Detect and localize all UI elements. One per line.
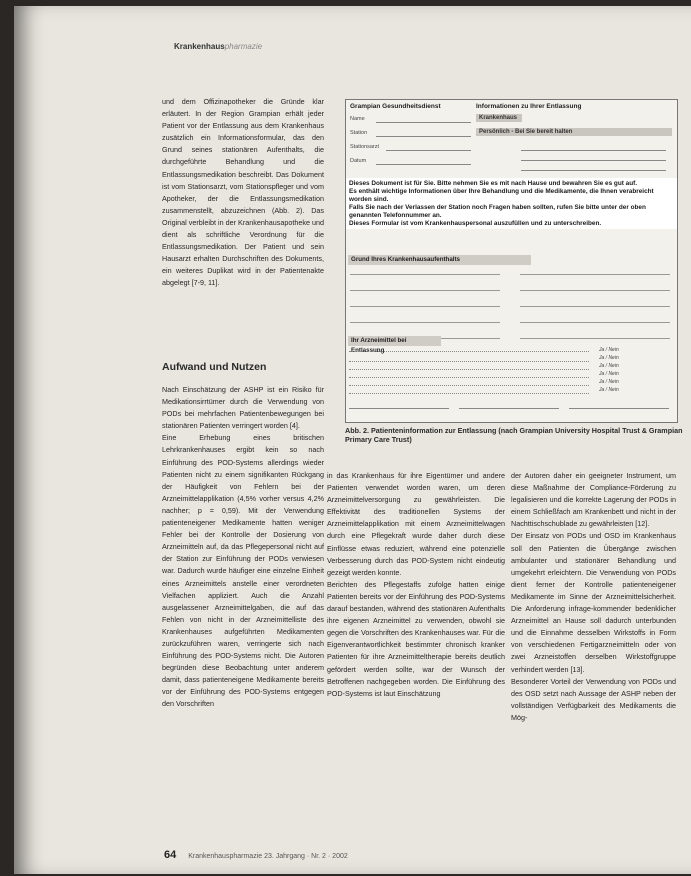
table-line [349,361,589,362]
middle-column [327,470,505,700]
notice-line: Dieses Formular ist vom Krankenhauspersonal auszufüllen und zu unterschreiben. [349,219,602,227]
dose-option: Ja / Nein [599,379,619,385]
form-line [350,290,500,291]
paragraph: und dem Offizinapotheker die Gründe klar erläutert. In der Region Grampian erhält jeder Patient vor der Entlassung aus dem Krankenhaus zusätzlich ein Informationsformular, das den Grund seines stationären Aufenthalts, die durchgeführte Behandlung und die Entlassungsmedikation beschreibt. Das Dokument ist vom Stationsarzt, vom Stationspfleger und vom Apotheker, der die Entlassungsmedikation zusammenstellt, abzuzeichnen (Abb. 2). Das Original verbleibt in der Krankenhausapotheke und dient als schriftliche Verordnung für die Entlassungsmedikation. Der Patient und sein Hausarzt erhalten Durchschriften des Dokuments, ein weiteres Duplikat wird in der Patientenakte abgelegt [7-9, 11]. [162,97,324,288]
signature-line [569,408,669,409]
left-column-top [162,96,324,290]
page-number: 64 [164,849,177,861]
form-line [376,164,471,165]
table-line [349,393,589,394]
notice-line: Dieses Dokument ist für Sie. Bitte nehmen Sie es mit nach Hause und bewahren Sie es gut auf. [349,180,638,187]
form-line [376,136,471,137]
form-section-medication: Ihr Arzneimittel bei Entlassung [348,336,441,346]
document-page [14,6,691,874]
page-footer [164,849,348,861]
form-date-label: Datum [350,158,367,164]
form-line [376,122,471,123]
dose-option: Ja / Nein [599,387,619,393]
form-line [521,160,666,161]
header-title: Krankenhaus [174,42,225,51]
dose-option: Ja / Nein [599,363,619,369]
form-line [520,274,670,275]
paragraph: Der Einsatz von PODs und OSD im Krankenhaus soll den Patienten die Übergänge zwischen ambulanter und stationärer Behandlung und umgekehrt erleichtern. Die Verwendung von PODs dient ferner der Kontrolle patienteneigener Medikamente im Sinne der Arzneimittelsicherheit. Die Anforderung infrage-kommender bedenklicher Arzneimittel an Hause soll dadurch unterbunden und die Einnahme desselben Wirkstoffs in Form von verschiedenen Fertigarzneimitteln oder von zwei Arzneistoffen derselben Wirkstoffgruppe verhindert werden [13]. [511,531,676,674]
dose-option: Ja / Nein [599,347,619,353]
form-station-label: Station [350,130,368,136]
running-header [174,42,262,51]
form-header [346,100,677,178]
form-info-title: Informationen zu Ihrer Entlassung [476,103,582,110]
form-org: Grampian Gesundheitsdienst [350,103,441,110]
notice-line: Falls Sie nach der Verlassen der Station noch Fragen haben sollten, rufen Sie bitte unter der oben genannten Telefonnummer an. [349,203,646,219]
signature-line [459,408,559,409]
form-line [350,306,500,307]
form-line [521,150,666,151]
table-line [349,351,589,352]
form-medication-table [349,347,673,401]
form-line [520,306,670,307]
form-physician-label: Stationsarzt [350,144,380,150]
paragraph: Eine Erhebung eines britischen Lehrkrankenhauses ergibt kein so nach Einführung des POD-Systems allerdings wieder Patienten nicht zu einem signifikanten Rückgang der Häufigkeit von Fehlern bei der Arzneimittelapplikation (4,5% vorher versus 4,2% nachher; p = 0,59). Mit der Verwendung patienteneigener Medikamente hatten weniger Fehler bei der Kontrolle der Dosierung von Arzneimitteln auf, da das Pflegepersonal nicht auf der Station zur Einführung der PODs verwiesen war. Dadurch wurde häufiger eine einzelne Einheit eines Arzneimittels anstelle einer verordneten Vielfachen appliziert. Auch die Anzahl ausgelassener Arzneimittelgaben, die auf das Fehlen von nicht in der Arzneimittelliste des Krankenhauses aufgeführten Medikamenten zurückzuführen waren, verringerte sich nach Einführung des POD-Systems nicht. Die Autoren begründen diese Beobachtung unter anderem damit, dass patienteneigene Medikamente bereits vor der Einführung des POD-Systems entgegen den Vorschriften [162,433,324,709]
form-line [520,322,670,323]
header-subtitle: pharmazie [224,42,263,51]
paragraph: Berichten des Pflegestaffs zufolge hatten einige Patienten bereits vor der Einführung des POD-Systems darauf bestanden, während des stationären Aufenthalts ihre eigenen Arzneimittel zu verwenden, obwohl sie gegen die Vorschriften des Krankenhauses war. Für die Eigenverantwortlichkeit bestimmter chronisch kranker Patienten für ihre Arzneimitteltherapie bereits deutlich gefördert werden sollte, war der Wunsch der Betroffenen nachgegeben worden. Die Einführung des POD-Systems ist laut Einschätzung [327,579,505,698]
paragraph: der Autoren daher ein geeigneter Instrument, um diese Maßnahme der Compliance-Förderung zu legalisieren und die korrekte Lagerung der PODs in einem Schließfach am Krankenbett und nicht in der Nachttischschublade zu gewährleisten [12]. [511,471,676,529]
left-column-bottom [162,384,324,711]
section-heading: Aufwand und Nutzen [162,361,267,373]
form-line [350,322,500,323]
dose-option: Ja / Nein [599,355,619,361]
paragraph: in das Krankenhaus für ihre Eigentümer und andere Patienten verwendet worden waren, um deren Arzneimittelversorgung zu gewährleisten. Die Effektivität des traditionellen Systems der Arzneimittelapplikation mit einem Arzneimittelwagen durch eine Pflegekraft wurde daher durch diese Einflüsse etwas reduziert, während eine potenzielle Verbesserung durch das POD-System nicht eindeutig gezeigt werden konnte. [327,471,505,577]
paragraph: Nach Einschätzung der ASHP ist ein Risiko für Medikationsirrtümer durch die Verwendung von PODs bei mehrfachen Patientenbewegungen bei stationären Patienten verringert worden [4]. [162,385,324,431]
patient-discharge-form-figure [345,99,678,423]
form-line [350,274,500,275]
table-line [349,377,589,378]
form-line [520,290,670,291]
form-notice [346,178,677,229]
right-column [511,470,676,724]
form-line [521,170,666,171]
form-line [520,338,670,339]
dose-option: Ja / Nein [599,371,619,377]
form-line [386,150,471,151]
form-clinic-label: Krankenhaus [476,114,522,122]
notice-line: Es enthält wichtige Informationen über Ihre Behandlung und die Medikamente, die Ihnen verabreicht worden sind. [349,187,654,203]
form-personal-label: Persönlich - Bei Sie bereit halten [476,128,672,136]
table-line [349,369,589,370]
signature-line [349,408,449,409]
form-section-reason: Grund Ihres Krankenhausaufenthalts [348,255,531,265]
table-line [349,385,589,386]
paragraph: Besonderer Vorteil der Verwendung von PODs und des OSD setzt nach Aussage der ASHP neben der vollständigen Verfügbarkeit des Medikaments die Mög- [511,676,676,722]
journal-citation: Krankenhauspharmazie 23. Jahrgang · Nr. 2 · 2002 [188,853,348,860]
form-signature-area [349,402,673,420]
figure-caption: Abb. 2. Patienteninformation zur Entlassung (nach Grampian University Hospital Trust & Grampian Primary Care Trust) [345,426,683,444]
form-name-label: Name [350,116,365,122]
